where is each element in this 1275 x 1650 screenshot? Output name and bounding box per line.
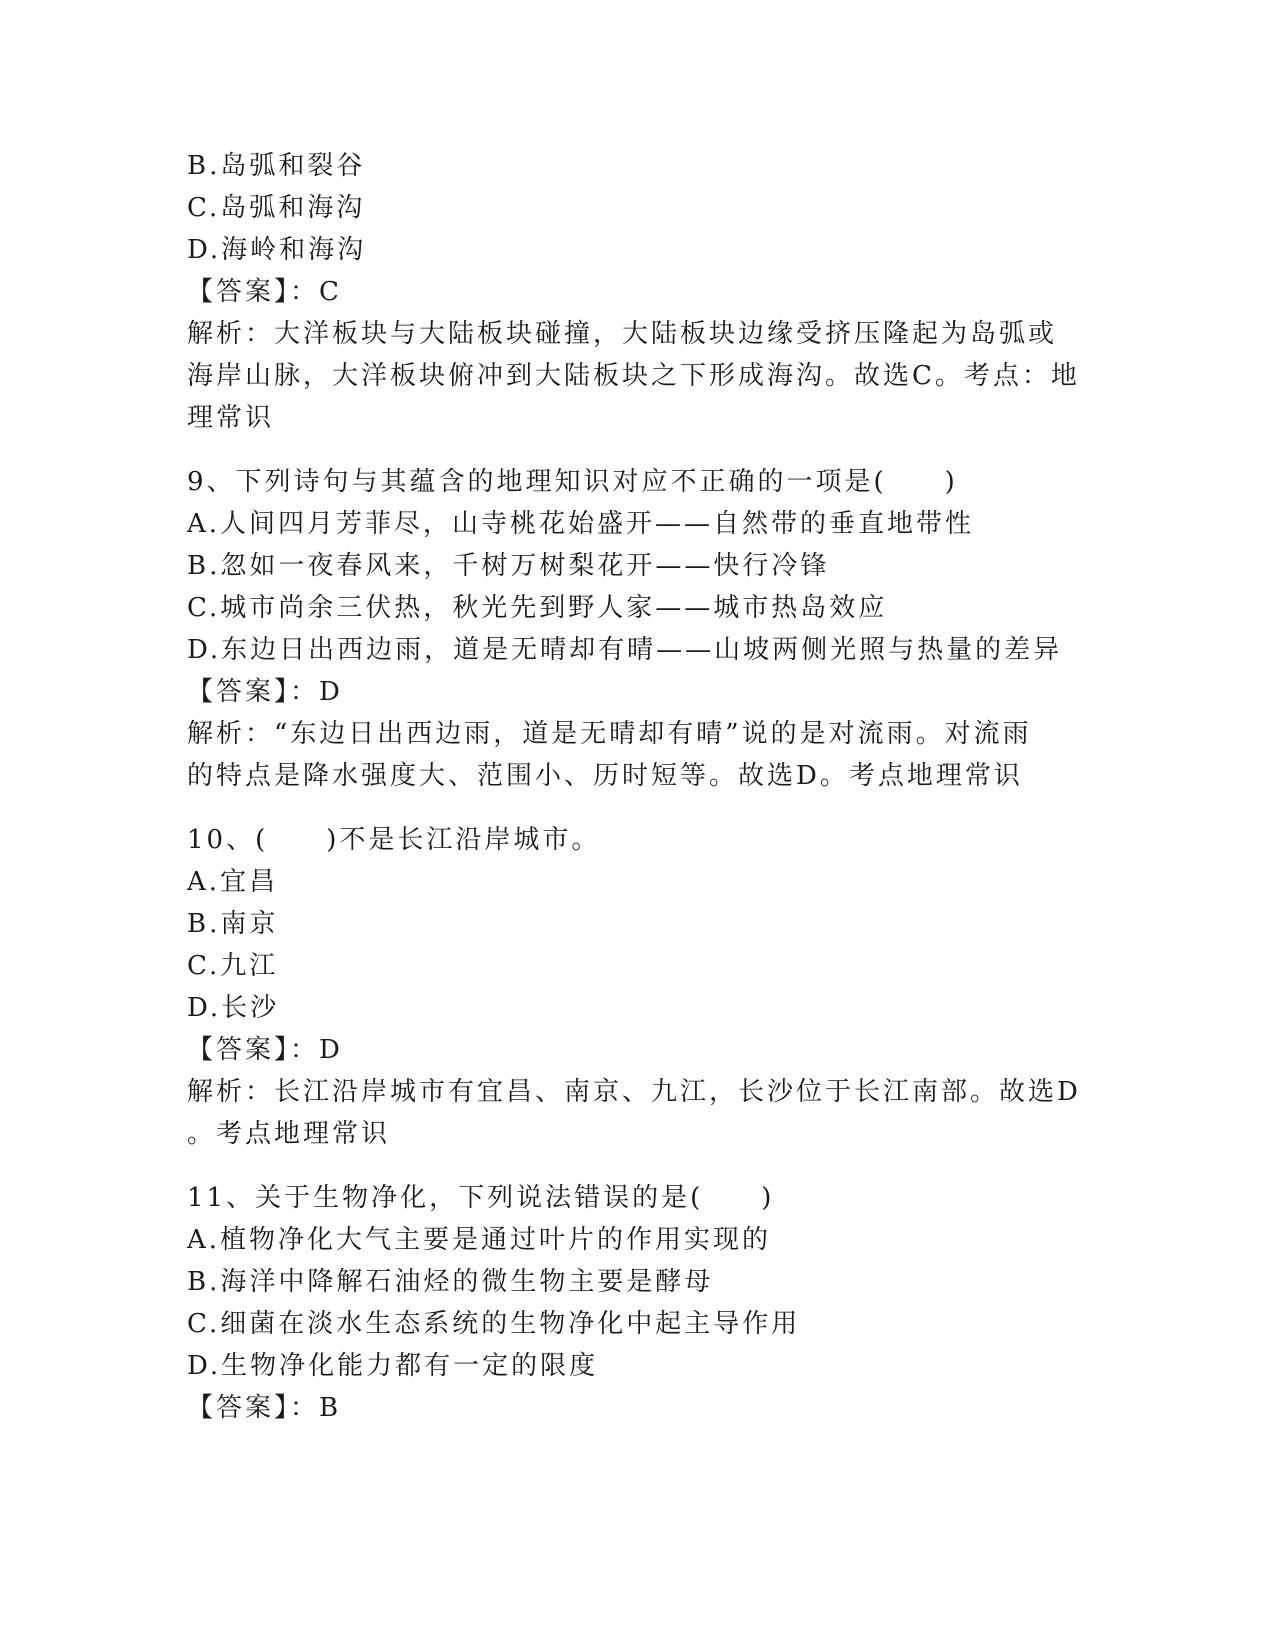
option-c: C.城市尚余三伏热，秋光先到野人家——城市热岛效应 bbox=[187, 593, 888, 623]
analysis-line: 。考点地理常识 bbox=[187, 1119, 391, 1149]
analysis-line: 海岸山脉，大洋板块俯冲到大陆板块之下形成海沟。故选C。考点：地 bbox=[187, 361, 1080, 391]
question-10-block bbox=[187, 819, 1087, 1155]
document-body bbox=[187, 145, 1087, 1429]
option-b: B.海洋中降解石油烃的微生物主要是酵母 bbox=[187, 1267, 714, 1297]
answer: 【答案】：B bbox=[187, 1393, 342, 1423]
answer: 【答案】：C bbox=[187, 277, 342, 307]
option-b: B.岛弧和裂谷 bbox=[187, 151, 366, 181]
analysis-line: 解析：长江沿岸城市有宜昌、南京、九江，长沙位于长江南部。故选D bbox=[187, 1077, 1081, 1107]
option-b: B.南京 bbox=[187, 909, 279, 939]
question-text: 10、( )不是长江沿岸城市。 bbox=[187, 825, 601, 855]
option-b: B.忽如一夜春风来，千树万树梨花开——快行冷锋 bbox=[187, 551, 830, 581]
option-d: D.海岭和海沟 bbox=[187, 235, 367, 265]
option-c: C.九江 bbox=[187, 951, 279, 981]
answer: 【答案】：D bbox=[187, 677, 343, 707]
analysis-line: 解析：大洋板块与大陆板块碰撞，大陆板块边缘受挤压隆起为岛弧或 bbox=[187, 319, 1058, 349]
analysis-line: 理常识 bbox=[187, 403, 275, 433]
option-d: D.东边日出西边雨，道是无晴却有晴——山坡两侧光照与热量的差异 bbox=[187, 635, 1063, 665]
option-d: D.长沙 bbox=[187, 993, 280, 1023]
option-a: A.人间四月芳菲尽，山寺桃花始盛开——自然带的垂直地带性 bbox=[187, 509, 975, 539]
question-9-block bbox=[187, 461, 1087, 797]
analysis-line: 的特点是降水强度大、范围小、历时短等。故选D。考点地理常识 bbox=[187, 761, 1023, 791]
question-11-block bbox=[187, 1177, 1087, 1429]
analysis-line: 解析：“东边日出西边雨，道是无晴却有晴”说的是对流雨。对流雨 bbox=[187, 719, 1032, 749]
question-text: 9、下列诗句与其蕴含的地理知识对应不正确的一项是( ) bbox=[187, 467, 958, 497]
option-c: C.细菌在淡水生态系统的生物净化中起主导作用 bbox=[187, 1309, 801, 1339]
option-c: C.岛弧和海沟 bbox=[187, 193, 366, 223]
option-a: A.宜昌 bbox=[187, 867, 279, 897]
answer: 【答案】：D bbox=[187, 1035, 343, 1065]
option-a: A.植物净化大气主要是通过叶片的作用实现的 bbox=[187, 1225, 772, 1255]
question-8-block bbox=[187, 145, 1087, 439]
question-text: 11、关于生物净化，下列说法错误的是( ) bbox=[187, 1183, 775, 1213]
option-d: D.生物净化能力都有一定的限度 bbox=[187, 1351, 599, 1381]
